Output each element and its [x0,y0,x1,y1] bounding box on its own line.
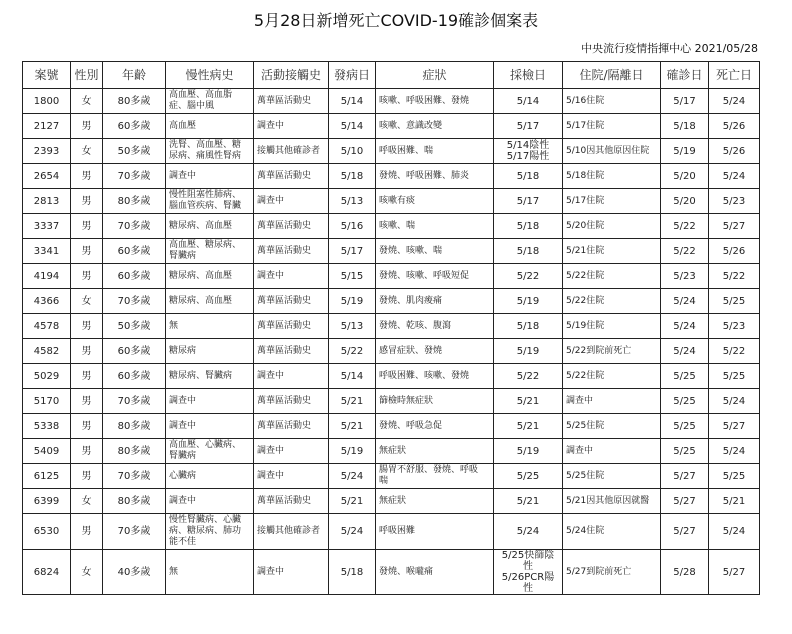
cell-onset-date: 5/14 [329,89,376,114]
cell-sex: 男 [71,239,103,264]
cell-chronic-disease: 糖尿病、腎臟病 [166,364,254,389]
cell-death-date: 5/25 [709,364,760,389]
cell-confirm-date: 5/24 [661,314,709,339]
cell-case-id: 6530 [23,514,71,550]
table-row [23,464,760,489]
cell-age: 80多歲 [103,89,166,114]
cell-confirm-date: 5/18 [661,114,709,139]
cell-case-id: 4582 [23,339,71,364]
cell-sex: 女 [71,489,103,514]
cell-death-date: 5/26 [709,114,760,139]
cell-contact-history: 調查中 [254,464,329,489]
cell-hospitalization: 5/10因其他原因住院 [563,139,661,164]
cell-sex: 男 [71,114,103,139]
cell-confirm-date: 5/27 [661,514,709,550]
cell-contact-history: 萬華區活動史 [254,214,329,239]
table-row [23,189,760,214]
cell-hospitalization: 5/24住院 [563,514,661,550]
cell-chronic-disease: 心臟病 [166,464,254,489]
column-header-case-id: 案號 [23,62,71,89]
cell-hospitalization: 5/22住院 [563,364,661,389]
cell-death-date: 5/25 [709,289,760,314]
cell-test-date: 5/18 [494,214,563,239]
cell-sex: 男 [71,314,103,339]
cell-sex: 男 [71,514,103,550]
cell-case-id: 4194 [23,264,71,289]
cell-contact-history: 調查中 [254,550,329,595]
document-source-date: 中央流行疫情指揮中心 2021/05/28 [581,42,758,55]
cell-death-date: 5/27 [709,414,760,439]
column-header-hospitalization: 住院/隔離日 [563,62,661,89]
cell-sex: 男 [71,364,103,389]
cell-death-date: 5/23 [709,314,760,339]
cell-onset-date: 5/24 [329,514,376,550]
cell-hospitalization: 5/22住院 [563,289,661,314]
cell-hospitalization: 5/21住院 [563,239,661,264]
cell-onset-date: 5/24 [329,464,376,489]
cell-hospitalization: 5/16住院 [563,89,661,114]
cell-age: 70多歲 [103,464,166,489]
cell-onset-date: 5/18 [329,550,376,595]
cell-age: 80多歲 [103,489,166,514]
cell-age: 70多歲 [103,389,166,414]
cell-age: 50多歲 [103,139,166,164]
cell-age: 60多歲 [103,239,166,264]
cell-symptoms: 呼吸困難、喘 [376,139,494,164]
cell-symptoms: 發燒、咳嗽、喘 [376,239,494,264]
cell-sex: 男 [71,214,103,239]
cell-age: 60多歲 [103,339,166,364]
cell-hospitalization: 5/18住院 [563,164,661,189]
cell-symptoms: 腸胃不舒服、發燒、呼吸 喘 [376,464,494,489]
table-row [23,489,760,514]
cell-test-date: 5/17 [494,114,563,139]
cell-age: 70多歲 [103,289,166,314]
cell-test-date: 5/19 [494,289,563,314]
cell-onset-date: 5/21 [329,489,376,514]
cell-case-id: 2654 [23,164,71,189]
cell-contact-history: 萬華區活動史 [254,164,329,189]
cell-sex: 男 [71,439,103,464]
cell-chronic-disease: 高血壓、糖尿病、 腎臟病 [166,239,254,264]
table-row [23,139,760,164]
cell-death-date: 5/26 [709,239,760,264]
cell-contact-history: 調查中 [254,189,329,214]
cell-confirm-date: 5/27 [661,464,709,489]
cell-sex: 男 [71,389,103,414]
cell-hospitalization: 5/27到院前死亡 [563,550,661,595]
cell-onset-date: 5/16 [329,214,376,239]
cell-sex: 男 [71,264,103,289]
table-row [23,414,760,439]
cell-sex: 女 [71,89,103,114]
cell-onset-date: 5/21 [329,389,376,414]
cell-death-date: 5/26 [709,139,760,164]
cell-age: 60多歲 [103,114,166,139]
column-header-onset-date: 發病日 [329,62,376,89]
cell-sex: 女 [71,550,103,595]
cell-test-date: 5/18 [494,164,563,189]
cell-age: 60多歲 [103,364,166,389]
cell-symptoms: 無症狀 [376,439,494,464]
cell-death-date: 5/22 [709,339,760,364]
cell-hospitalization: 5/17住院 [563,189,661,214]
column-header-contact-history: 活動接觸史 [254,62,329,89]
cell-case-id: 1800 [23,89,71,114]
cell-contact-history: 萬華區活動史 [254,314,329,339]
cell-chronic-disease: 無 [166,314,254,339]
cell-symptoms: 發燒、呼吸急促 [376,414,494,439]
cell-contact-history: 調查中 [254,264,329,289]
cell-hospitalization: 5/21因其他原因就醫 [563,489,661,514]
column-header-symptoms: 症狀 [376,62,494,89]
cell-death-date: 5/22 [709,264,760,289]
cell-symptoms: 咳嗽有痰 [376,189,494,214]
cell-chronic-disease: 調查中 [166,414,254,439]
cell-case-id: 4366 [23,289,71,314]
death-cases-table [22,61,760,595]
cell-age: 80多歲 [103,439,166,464]
cell-chronic-disease: 調查中 [166,389,254,414]
cell-chronic-disease: 糖尿病 [166,339,254,364]
cell-chronic-disease: 糖尿病、高血壓 [166,289,254,314]
cell-case-id: 6824 [23,550,71,595]
cell-symptoms: 無症狀 [376,489,494,514]
cell-confirm-date: 5/25 [661,364,709,389]
cell-onset-date: 5/22 [329,339,376,364]
cell-death-date: 5/24 [709,514,760,550]
cell-hospitalization: 5/20住院 [563,214,661,239]
cell-test-date: 5/21 [494,414,563,439]
cell-case-id: 5409 [23,439,71,464]
table-row [23,514,760,550]
cell-contact-history: 萬華區活動史 [254,489,329,514]
cell-case-id: 2813 [23,189,71,214]
column-header-age: 年齡 [103,62,166,89]
cell-sex: 男 [71,339,103,364]
table-row [23,364,760,389]
cell-onset-date: 5/13 [329,189,376,214]
cell-onset-date: 5/14 [329,114,376,139]
cell-case-id: 2393 [23,139,71,164]
cell-onset-date: 5/13 [329,314,376,339]
cell-hospitalization: 調查中 [563,389,661,414]
cell-contact-history: 接觸其他確診者 [254,514,329,550]
cell-symptoms: 發燒、肌肉痠痛 [376,289,494,314]
table-row [23,214,760,239]
cell-chronic-disease: 無 [166,550,254,595]
cell-hospitalization: 5/17住院 [563,114,661,139]
cell-death-date: 5/24 [709,439,760,464]
cell-contact-history: 調查中 [254,439,329,464]
table-row [23,389,760,414]
cell-confirm-date: 5/20 [661,189,709,214]
cell-symptoms: 呼吸困難、咳嗽、發燒 [376,364,494,389]
cell-death-date: 5/27 [709,550,760,595]
cell-case-id: 6125 [23,464,71,489]
cell-contact-history: 萬華區活動史 [254,339,329,364]
cell-chronic-disease: 高血壓 [166,114,254,139]
cell-chronic-disease: 調查中 [166,164,254,189]
cell-symptoms: 發燒、喉嚨痛 [376,550,494,595]
cell-sex: 男 [71,189,103,214]
cell-hospitalization: 5/25住院 [563,414,661,439]
cell-symptoms: 咳嗽、喘 [376,214,494,239]
cell-chronic-disease: 糖尿病、高血壓 [166,214,254,239]
cell-test-date: 5/22 [494,264,563,289]
table-row [23,114,760,139]
cell-age: 70多歲 [103,514,166,550]
cell-test-date: 5/22 [494,364,563,389]
cell-test-date: 5/25快篩陰性 5/26PCR陽性 [494,550,563,595]
cell-contact-history: 萬華區活動史 [254,89,329,114]
cell-sex: 男 [71,464,103,489]
cell-symptoms: 感冒症狀、發燒 [376,339,494,364]
cell-case-id: 4578 [23,314,71,339]
cell-case-id: 3337 [23,214,71,239]
cell-symptoms: 篩檢時無症狀 [376,389,494,414]
cell-hospitalization: 5/25住院 [563,464,661,489]
cell-onset-date: 5/17 [329,239,376,264]
cell-chronic-disease: 糖尿病、高血壓 [166,264,254,289]
cell-age: 80多歲 [103,414,166,439]
table-row [23,89,760,114]
cell-age: 60多歲 [103,264,166,289]
cell-test-date: 5/19 [494,339,563,364]
cell-hospitalization: 調查中 [563,439,661,464]
cell-confirm-date: 5/25 [661,439,709,464]
table-row [23,239,760,264]
cell-death-date: 5/24 [709,89,760,114]
cell-case-id: 6399 [23,489,71,514]
cell-sex: 女 [71,289,103,314]
table-row [23,550,760,595]
cell-confirm-date: 5/20 [661,164,709,189]
cell-chronic-disease: 慢性腎臟病、心臟 病、糖尿病、肺功 能不佳 [166,514,254,550]
cell-sex: 女 [71,139,103,164]
cell-confirm-date: 5/27 [661,489,709,514]
column-header-death-date: 死亡日 [709,62,760,89]
table-row [23,164,760,189]
cell-test-date: 5/21 [494,489,563,514]
cell-confirm-date: 5/24 [661,339,709,364]
cell-age: 80多歲 [103,189,166,214]
table-header-row [23,62,760,89]
cell-death-date: 5/27 [709,214,760,239]
cell-symptoms: 發燒、乾咳、腹瀉 [376,314,494,339]
cell-onset-date: 5/19 [329,289,376,314]
cell-chronic-disease: 調查中 [166,489,254,514]
cell-symptoms: 呼吸困難 [376,514,494,550]
cell-confirm-date: 5/23 [661,264,709,289]
cell-chronic-disease: 洗腎、高血壓、糖 尿病、痛風性腎病 [166,139,254,164]
cell-confirm-date: 5/25 [661,414,709,439]
cell-symptoms: 咳嗽、意識改變 [376,114,494,139]
cell-symptoms: 發燒、呼吸困難、肺炎 [376,164,494,189]
cell-test-date: 5/25 [494,464,563,489]
document-title: 5月28日新增死亡COVID-19確診個案表 [253,11,539,30]
cell-death-date: 5/23 [709,189,760,214]
cell-age: 70多歲 [103,164,166,189]
cell-onset-date: 5/10 [329,139,376,164]
cell-sex: 男 [71,164,103,189]
cell-confirm-date: 5/22 [661,239,709,264]
column-header-confirm-date: 確診日 [661,62,709,89]
column-header-chronic-disease: 慢性病史 [166,62,254,89]
column-header-test-date: 採檢日 [494,62,563,89]
cell-test-date: 5/14 [494,89,563,114]
cell-onset-date: 5/21 [329,414,376,439]
cell-symptoms: 咳嗽、呼吸困難、發燒 [376,89,494,114]
cell-contact-history: 萬華區活動史 [254,289,329,314]
cell-case-id: 5338 [23,414,71,439]
cell-contact-history: 調查中 [254,364,329,389]
cell-case-id: 3341 [23,239,71,264]
cell-age: 40多歲 [103,550,166,595]
column-header-sex: 性別 [71,62,103,89]
cell-sex: 男 [71,414,103,439]
cell-test-date: 5/18 [494,314,563,339]
cell-confirm-date: 5/22 [661,214,709,239]
cell-contact-history: 接觸其他確診者 [254,139,329,164]
cell-death-date: 5/25 [709,464,760,489]
cell-confirm-date: 5/25 [661,389,709,414]
cell-chronic-disease: 高血壓、高血脂 症、腦中風 [166,89,254,114]
cell-contact-history: 萬華區活動史 [254,239,329,264]
cell-age: 50多歲 [103,314,166,339]
cell-death-date: 5/24 [709,389,760,414]
cell-confirm-date: 5/17 [661,89,709,114]
cell-contact-history: 調查中 [254,114,329,139]
table-row [23,439,760,464]
cell-death-date: 5/24 [709,164,760,189]
cell-age: 70多歲 [103,214,166,239]
cell-onset-date: 5/15 [329,264,376,289]
cell-test-date: 5/19 [494,439,563,464]
table-row [23,264,760,289]
table-row [23,339,760,364]
cell-hospitalization: 5/19住院 [563,314,661,339]
cell-case-id: 5170 [23,389,71,414]
cell-chronic-disease: 高血壓、心臟病、 腎臟病 [166,439,254,464]
cell-death-date: 5/21 [709,489,760,514]
cell-test-date: 5/17 [494,189,563,214]
cell-onset-date: 5/19 [329,439,376,464]
cell-test-date: 5/24 [494,514,563,550]
cell-test-date: 5/14陰性 5/17陽性 [494,139,563,164]
cell-chronic-disease: 慢性阻塞性肺病、 腦血管疾病、腎臟 [166,189,254,214]
cell-test-date: 5/18 [494,239,563,264]
cell-contact-history: 萬華區活動史 [254,414,329,439]
cell-hospitalization: 5/22到院前死亡 [563,339,661,364]
cell-contact-history: 萬華區活動史 [254,389,329,414]
cell-case-id: 2127 [23,114,71,139]
cell-symptoms: 發燒、咳嗽、呼吸短促 [376,264,494,289]
table-row [23,314,760,339]
cell-confirm-date: 5/19 [661,139,709,164]
cell-confirm-date: 5/24 [661,289,709,314]
cell-case-id: 5029 [23,364,71,389]
table-row [23,289,760,314]
cell-test-date: 5/21 [494,389,563,414]
cell-onset-date: 5/14 [329,364,376,389]
cell-hospitalization: 5/22住院 [563,264,661,289]
cell-onset-date: 5/18 [329,164,376,189]
cell-confirm-date: 5/28 [661,550,709,595]
